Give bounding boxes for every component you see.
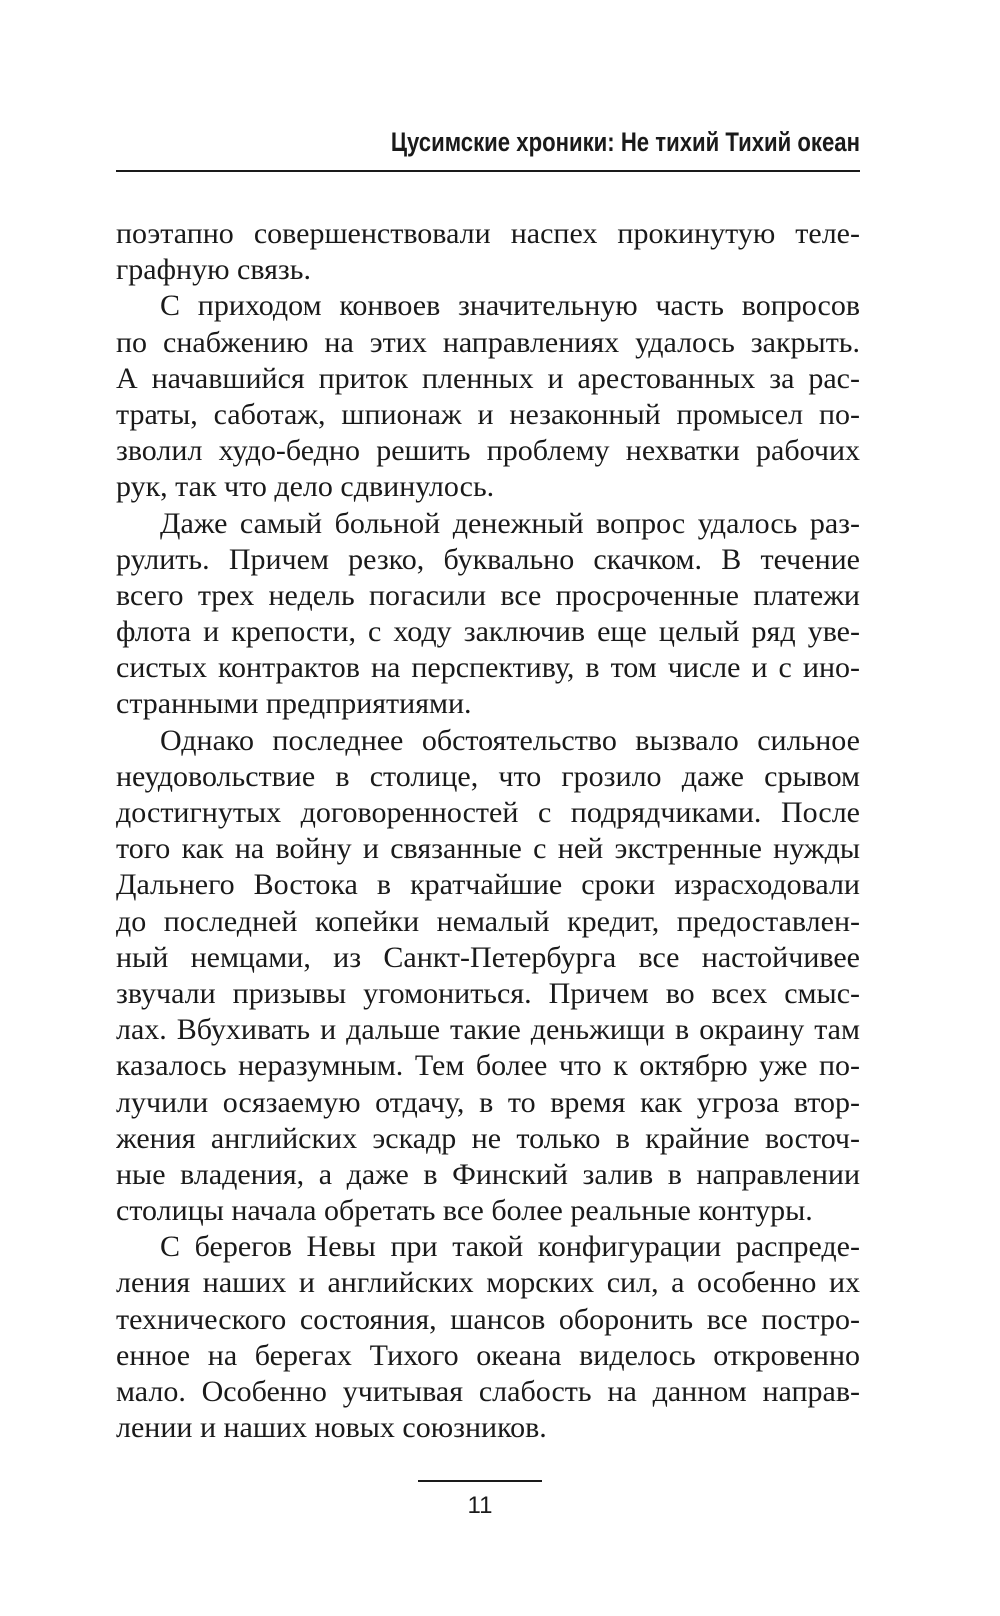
footer-rule <box>418 1480 542 1482</box>
text-line: рук, так что дело сдвинулось. <box>116 470 495 504</box>
text-line: Однако последнее обстоятельство вызвало сильное <box>160 723 860 757</box>
text-line: всего трех недель погасили все просроченные платежи <box>116 578 860 612</box>
text-line: лении и наших новых союзников. <box>116 1411 547 1445</box>
text-line: технического состояния, шансов оборонить все постро- <box>116 1302 860 1336</box>
text-line: по снабжению на этих направлениях удалось закрыть. <box>116 325 860 359</box>
text-line: енное на берегах Тихого океана виделось откровенно <box>116 1338 860 1372</box>
text-line: рулить. Причем резко, буквально скачком. В течение <box>116 542 860 576</box>
page-number: 11 <box>467 1492 493 1519</box>
text-line: флота и крепости, с ходу заключив еще целый ряд уве- <box>116 615 860 649</box>
running-header: Цусимские хроники: Не тихий Тихий океан <box>390 127 860 157</box>
body-text <box>116 216 860 1446</box>
text-line: жения английских эскадр не только в крайние восточ- <box>116 1121 860 1155</box>
text-line: А начавшийся приток пленных и арестованных за рас- <box>116 361 860 395</box>
text-line: неудовольствие в столице, что грозило даже срывом <box>116 759 860 793</box>
text-line: того как на войну и связанные с ней экстренные нужды <box>116 832 860 866</box>
text-line: поэтапно совершенствовали наспех прокинутую теле- <box>116 217 860 250</box>
text-line: лах. Вбухивать и дальше такие деньжищи в окраину там <box>116 1013 860 1047</box>
text-line: ления наших и английских морских сил, а особенно их <box>116 1266 860 1300</box>
text-line: Даже самый больной денежный вопрос удалось раз- <box>160 506 860 540</box>
text-line: ный немцами, из Санкт-Петербурга все настойчивее <box>116 940 860 974</box>
text-line: систых контрактов на перспективу, в том числе и с ино- <box>116 651 860 685</box>
text-line: казалось неразумным. Тем более что к октябрю уже по- <box>116 1049 860 1083</box>
text-line: звучали призывы угомониться. Причем во всех смыс- <box>116 976 860 1010</box>
text-line: Дальнего Востока в кратчайшие сроки израсходовали <box>116 868 860 902</box>
text-line: достигнутых договоренностей с подрядчиками. После <box>116 796 860 829</box>
text-line: зволил худо-бедно решить проблему нехватки рабочих <box>116 434 860 468</box>
text-line: мало. Особенно учитывая слабость на данном направ- <box>116 1375 860 1408</box>
text-line: лучили осязаемую отдачу, в то время как угроза втор- <box>116 1085 860 1119</box>
text-line: до последней копейки немалый кредит, предоставлен- <box>116 904 860 938</box>
text-line: графную связь. <box>116 253 311 287</box>
text-line: странными предприятиями. <box>116 687 472 721</box>
text-line: С берегов Невы при такой конфигурации распреде- <box>160 1230 860 1264</box>
text-line: столицы начала обретать все более реальные контуры. <box>116 1194 813 1228</box>
text-line: ные владения, а даже в Финский залив в направлении <box>116 1157 860 1191</box>
header-rule <box>116 170 860 172</box>
text-line: траты, саботаж, шпионаж и незаконный промысел по- <box>116 397 860 431</box>
text-line: С приходом конвоев значительную часть вопросов <box>160 289 860 323</box>
